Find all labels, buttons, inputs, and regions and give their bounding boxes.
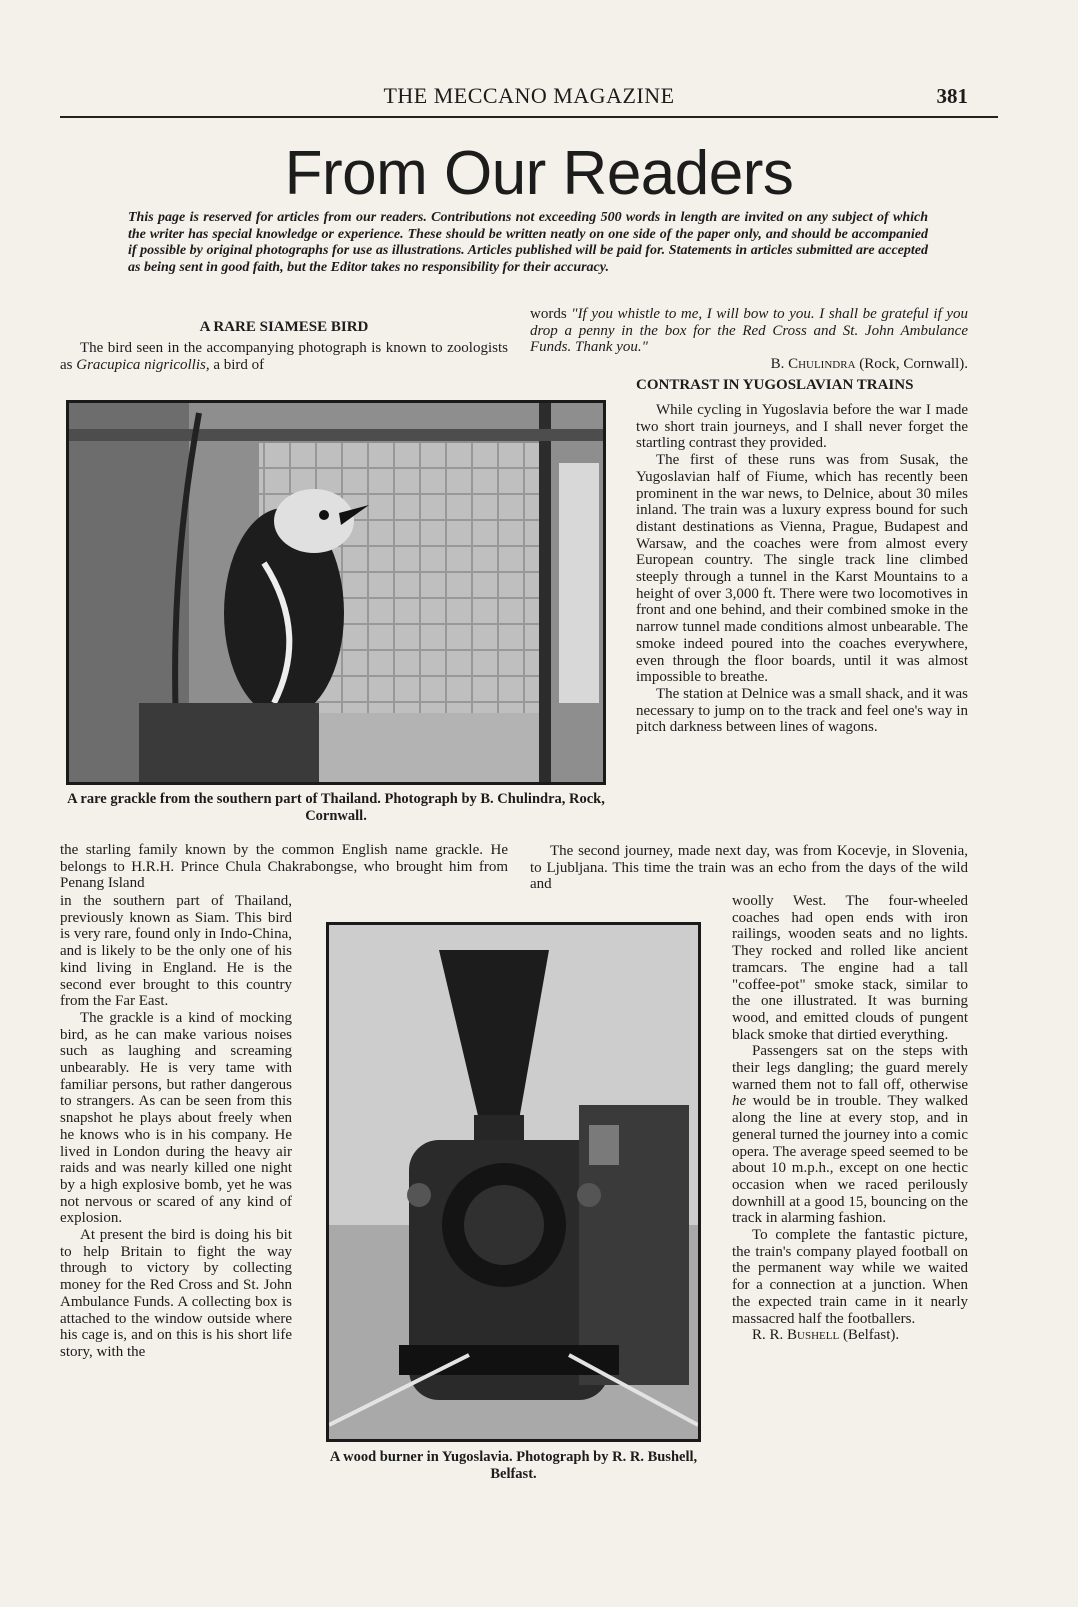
collecting-box-quote: "If you whistle to me, I will bow to you. I shall be grateful if you drop a penny in the box for the Red Cross and St. John Ambulance Funds. Thank you." <box>530 306 968 356</box>
locomotive-photo-caption: A wood burner in Yugoslavia. Photograph by R. R. Bushell, Belfast. <box>329 1449 698 1482</box>
article1-paragraph-2: The grackle is a kind of mocking bird, as he can make various noises such as laughing and screaming unbearably. He is very tame with familiar persons, but rather dangerous to strangers. As can be seen from this snapshot he plays about freely when he knows who is in his company. He lived in London during the heavy air raids and was nearly killed one night by a high explosive bomb, yet he was not nervous or scared of any kind of explosion. <box>60 1009 292 1227</box>
article1-p3-words: words <box>530 306 572 322</box>
article1-p3-continued <box>530 306 968 356</box>
locomotive-photo <box>326 922 701 1442</box>
species-name: Gracupica nigricollis <box>76 356 206 373</box>
article2-author-place: (Belfast). <box>839 1327 900 1344</box>
article2-paragraph-5 <box>732 1043 968 1227</box>
article1-paragraph-1 <box>60 340 508 373</box>
article2-p4-end: woolly West. The four-wheeled coaches had open ends with iron railings, wooden seats and no lights. They rocked and rolled like ancient tramcars. The engine had a tall "coffee-pot" smoke stack, similar to the one illustrated. It was burning wood, and emitted clouds of pungent black smoke that dirtied everything. <box>732 893 968 1043</box>
intro-notice: This page is reserved for articles from our readers. Contributions not exceeding 500 words in length are invited on any subject of which the writer has special knowledge or experience. These should be written neatly on one side of the paper only, and should be accompanied if possible by original photographs for use as illustrations. Articles published will be paid for. Statements in articles submitted are accepted as being sent in good faith, but the Editor takes no responsibility for their accuracy. <box>128 210 928 276</box>
article1-top <box>60 318 508 373</box>
locomotive-illustration <box>329 925 698 1439</box>
article1-continued <box>60 842 508 892</box>
article2-narrow-column <box>732 893 968 1344</box>
article1-heading: A RARE SIAMESE BIRD <box>199 319 369 335</box>
article2-paragraph-6: To complete the fantastic picture, the train's company played football on the permanent way while we waited for a connection at a junction. When the expected train came in it nearly massacred half the footballers. <box>732 1227 968 1327</box>
article2-top <box>636 376 968 736</box>
article2-paragraph-1: While cycling in Yugoslavia before the war I made two short train journeys, and I shall never forget the startling contrast they provided. <box>636 402 968 452</box>
article1-ending <box>530 306 968 373</box>
article2-paragraph-3: The station at Delnice was a small shack, and it was necessary to jump on to the track and feel one's way in pitch darkness between lines of wagons. <box>636 685 968 736</box>
article2-author: R. R. Bushell <box>752 1327 840 1344</box>
running-head <box>60 82 998 118</box>
article2-middle <box>530 843 968 893</box>
article2-p4-start: The second journey, made next day, was from Kocevje, in Slovenia, to Ljubljana. This time the train was an echo from the days of the wild and <box>530 843 968 893</box>
article1-author-place: (Rock, Cornwall). <box>855 356 968 373</box>
article2-p5-emphasis: he <box>732 1093 747 1110</box>
article2-p5-end: would be in trouble. They walked along the line at every stop, and in general turned the journey into a comic opera. The average speed seemed to be about 10 m.p.h., except on one hectic occasion when we raced perilously downhill at a good 15, bouncing on the track in alarming fashion. <box>732 1093 968 1227</box>
grackle-photo <box>66 400 606 785</box>
grackle-photo-caption: A rare grackle from the southern part of Thailand. Photograph by B. Chulindra, Rock, Cornwall. <box>67 791 605 824</box>
article2-heading: CONTRAST IN YUGOSLAVIAN TRAINS <box>636 377 914 393</box>
grackle-illustration <box>69 403 603 782</box>
article2-paragraph-2: The first of these runs was from Susak, the Yugoslavian half of Fiume, which has recently been prominent in the war news, to Delnice, about 30 miles inland. The train was a luxury express bound for such distant destinations as Vienna, Prague, Budapest and Warsaw, and the coaches were from almost every European country. The single track line climbed steeply through a tunnel in the Karst Mountains to a height of over 3,000 ft. There were two locomotives in front and one behind, and their combined smoke in the narrow tunnel made conditions almost unbearable. The smoke indeed poured into the coaches everywhere, even through the floor boards, until it was almost impossible to breathe. <box>636 452 968 686</box>
article1-p1-continued: the starling family known by the common English name grackle. He belongs to H.R.H. Prince Chula Chakrabongse, who brought him from Penang Island <box>60 842 508 892</box>
article2-p5-text: Passengers sat on the steps with their legs dangling; the guard merely warned them not to fall off, otherwise <box>732 1043 968 1093</box>
article2-signature <box>732 1327 968 1344</box>
page-title: From Our Readers <box>284 139 794 208</box>
page-number: 381 <box>936 84 968 108</box>
article1-author: B. Chulindra <box>770 356 856 373</box>
article1-p1-end: in the southern part of Thailand, previously known as Siam. This bird is very rare, found only in Indo-China, and is likely to be the only one of his kind living in England. He is the second ever brought to this country from the Far East. <box>60 893 292 1010</box>
article1-p1-mid: , a bird of <box>205 356 265 373</box>
article1-signature <box>530 356 968 373</box>
article1-narrow-column <box>60 893 292 1361</box>
article1-p1-text: The bird seen in the accompanying photograph is known to zoologists as <box>60 340 508 373</box>
magazine-title: THE MECCANO MAGAZINE <box>383 83 675 108</box>
article1-paragraph-3: At present the bird is doing his bit to help Britain to fight the way through to victory by collecting money for the Red Cross and St. John Ambulance Funds. A collecting box is attached to the window outside where his cage is, and on this is his short life story, with the <box>60 1227 292 1360</box>
